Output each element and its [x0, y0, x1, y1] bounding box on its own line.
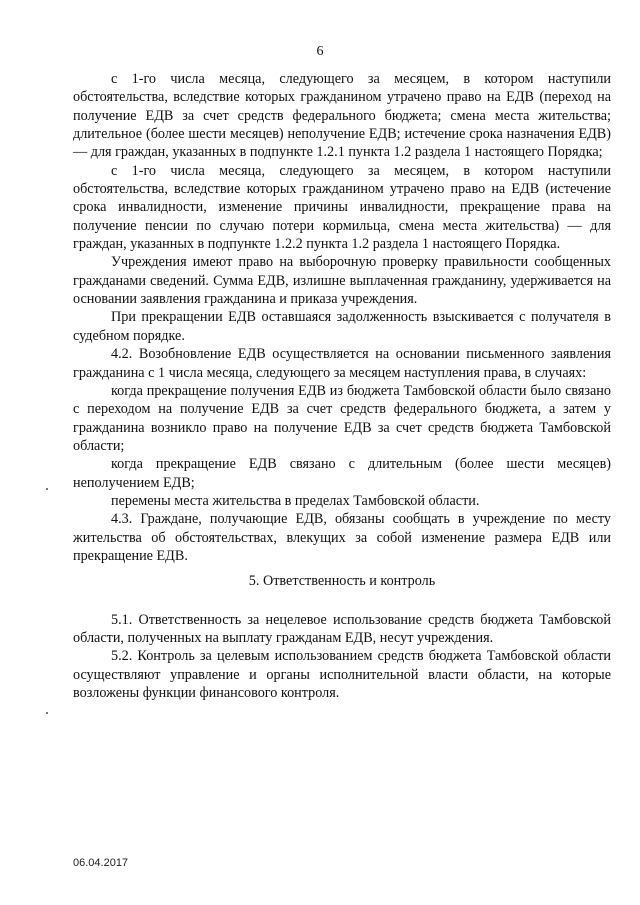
paragraph-renewal-case-1: когда прекращение получения ЕДВ из бюджета Тамбовской области было связано с переходом на получение ЕДВ за счет средств федерального бюджета, а затем у гражданина возникло право на получение ЕДВ за счет средств бюджета Тамбовской области; [73, 382, 611, 454]
page-number: 6 [316, 44, 324, 59]
paragraph-4-3-obligation: 4.3. Граждане, получающие ЕДВ, обязаны сообщать в учреждение по месту жительства об обстоятельствах, влекущих за собой изменение размера ЕДВ или прекращение ЕДВ. [73, 511, 611, 564]
paragraph-loss-disability: с 1-го числа месяца, следующего за месяцем, в котором наступили обстоятельства, вследствие которых гражданином утрачено право на ЕДВ (истечение срока инвалидности, изменение причины инвалидности, прекращение права на получение пенсии по случаю потери кормильца, смена места жительства) — для граждан, указанных в подпункте 1.2.2 пункта 1.2 раздела 1 настоящего Порядка. [73, 162, 611, 253]
scan-margin-mark [46, 488, 48, 490]
paragraph-renewal-case-3: перемены места жительства в пределах Тамбовской области. [111, 492, 480, 509]
section-5-heading: 5. Ответственность и контроль [248, 573, 436, 590]
paragraph-debt-recovery: При прекращении ЕДВ оставшаяся задолженность взыскивается с получателя в судебном порядке. [73, 309, 611, 344]
paragraph-loss-federal: с 1-го числа месяца, следующего за месяцем, в котором наступили обстоятельства, вследствие которых гражданином утрачено право на ЕДВ (переход на получение ЕДВ за счет средств федерального бюджета; смена места жительства; длительное (более шести месяцев) неполучение ЕДВ; истечение срока назначения ЕДВ) — для граждан, указанных в подпункте 1.2.1 пункта 1.2 раздела 1 настоящего Порядка; [73, 71, 611, 161]
paragraph-verification: Учреждения имеют право на выборочную проверку правильности сообщенных гражданами сведений. Сумма ЕДВ, излишне выплаченная гражданину, удерживается на основании заявления гражданина и приказа учреждения. [73, 254, 611, 308]
paragraph-4-2-renewal: 4.2. Возобновление ЕДВ осуществляется на основании письменного заявления гражданина с 1 числа месяца, следующего за месяцем наступления права, в случаях: [73, 346, 611, 381]
paragraph-5-2: 5.2. Контроль за целевым использованием средств бюджета Тамбовской области осуществляют управление и органы исполнительной власти области, на которые возложены функции финансового контроля. [73, 648, 611, 701]
scan-margin-mark [46, 712, 48, 714]
paragraph-5-1: 5.1. Ответственность за нецелевое использование средств бюджета Тамбовской области, полученных на выплату гражданам ЕДВ, несут учреждения. [73, 611, 611, 646]
paragraph-renewal-case-2: когда прекращение ЕДВ связано с длительным (более шести месяцев) неполучением ЕДВ; [73, 456, 611, 491]
document-body [73, 70, 611, 702]
footer-date: 06.04.2017 [73, 857, 129, 869]
